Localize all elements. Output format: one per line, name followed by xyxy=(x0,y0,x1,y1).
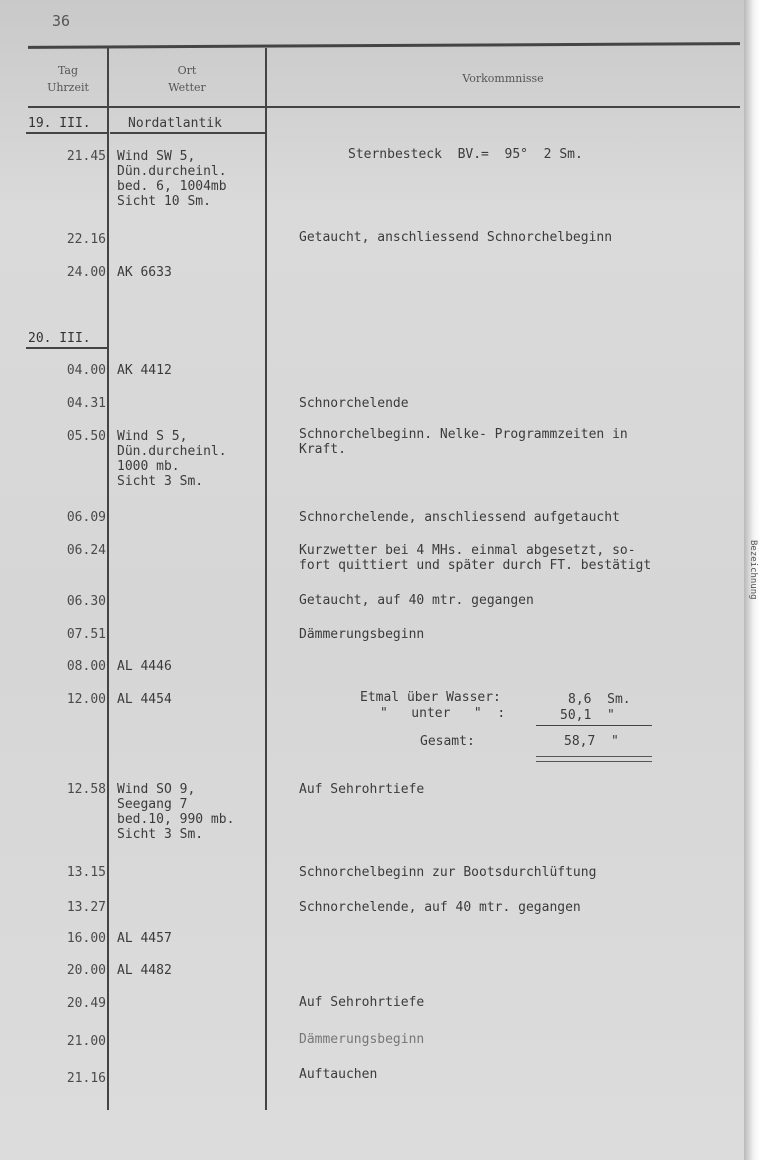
entry-event: Auf Sehrohrtiefe xyxy=(299,782,425,797)
header-rule xyxy=(28,106,740,108)
etmal-value-1: 8,6 Sm. xyxy=(568,692,631,707)
entry-time: 04.00 xyxy=(66,363,106,378)
entry-time: 12.58 xyxy=(66,782,106,797)
etmal-label-3: Gesamt: xyxy=(420,734,475,749)
etmal-label-1: Etmal über Wasser: xyxy=(360,690,501,705)
entry-time: 06.24 xyxy=(66,543,106,558)
header-tag-uhrzeit xyxy=(30,62,106,96)
entry-time: 16.00 xyxy=(66,931,106,946)
date-19-iii: 19. III. xyxy=(28,116,91,131)
entry-place: AK 4412 xyxy=(117,363,172,378)
entry-time: 22.16 xyxy=(66,232,106,247)
entry-time: 04.31 xyxy=(66,396,106,411)
entry-event: Dämmerungsbeginn xyxy=(299,627,425,642)
entry-place: Wind S 5, Dün.durcheinl. 1000 mb. Sicht 3 Sm. xyxy=(117,429,227,489)
entry-event: Kurzwetter bei 4 MHs. einmal abgesetzt, so- fort quittiert und später durch FT. bestätigt xyxy=(299,543,652,573)
page-number: 36 xyxy=(52,12,71,30)
entry-event: Schnorchelende, auf 40 mtr. gegangen xyxy=(299,900,581,915)
header-vorkommnisse: Vorkommnisse xyxy=(462,72,544,85)
entry-time: 21.00 xyxy=(66,1034,106,1049)
etmal-label-2: " unter " : xyxy=(380,706,506,721)
entry-place: AL 4482 xyxy=(117,963,172,978)
top-rule xyxy=(28,42,740,49)
entry-time: 20.00 xyxy=(66,963,106,978)
entry-time: 08.00 xyxy=(66,659,106,674)
entry-time: 07.51 xyxy=(66,627,106,642)
entry-event: Schnorchelbeginn. Nelke- Programmzeiten in Kraft. xyxy=(299,427,628,457)
etmal-sum-rule xyxy=(536,725,652,726)
entry-time: 06.09 xyxy=(66,510,106,525)
date-underline-1 xyxy=(26,132,108,134)
header-wetter: Wetter xyxy=(168,81,206,94)
entry-time: 20.49 xyxy=(66,996,106,1011)
entry-time: 05.50 xyxy=(66,429,106,444)
column-divider-2 xyxy=(265,48,267,1110)
entry-place: AK 6633 xyxy=(117,265,172,280)
entry-time: 13.27 xyxy=(66,900,106,915)
entry-place: AL 4446 xyxy=(117,659,172,674)
date-20-iii: 20. III. xyxy=(28,331,91,346)
column-divider-1 xyxy=(107,48,109,1110)
edge-text: Bezeichnung xyxy=(748,540,758,600)
entry-event: Getaucht, auf 40 mtr. gegangen xyxy=(299,593,534,608)
place-nordatlantik: Nordatlantik xyxy=(128,116,222,131)
entry-time: 06.30 xyxy=(66,594,106,609)
entry-place: AL 4457 xyxy=(117,931,172,946)
entry-place: Wind SO 9, Seegang 7 bed.10, 990 mb. Sicht 3 Sm. xyxy=(117,782,235,842)
entry-time: 24.00 xyxy=(66,265,106,280)
entry-event: Auf Sehrohrtiefe xyxy=(299,995,425,1010)
entry-place: Wind SW 5, Dün.durcheinl. bed. 6, 1004mb Sicht 10 Sm. xyxy=(117,149,227,209)
entry-time: 21.16 xyxy=(66,1071,106,1086)
etmal-double-rule xyxy=(536,756,652,762)
header-ort: Ort xyxy=(177,64,197,77)
entry-place: AL 4454 xyxy=(117,692,172,707)
entry-event: Dämmerungsbeginn xyxy=(299,1032,425,1047)
date-underline-2 xyxy=(26,347,108,349)
place-underline xyxy=(110,132,266,134)
entry-event: Schnorchelbeginn zur Bootsdurchlüftung xyxy=(299,865,597,880)
entry-time: 12.00 xyxy=(66,692,106,707)
entry-event: Getaucht, anschliessend Schnorchelbeginn xyxy=(299,230,613,245)
header-ort-wetter xyxy=(110,62,264,96)
entry-event: Schnorchelende xyxy=(299,396,409,411)
header-uhrzeit: Uhrzeit xyxy=(47,81,89,94)
entry-time: 13.15 xyxy=(66,865,106,880)
entry-event: Sternbesteck BV.= 95° 2 Sm. xyxy=(348,147,583,162)
entry-event: Schnorchelende, anschliessend aufgetaucht xyxy=(299,510,620,525)
header-tag: Tag xyxy=(57,64,79,77)
entry-event: Auftauchen xyxy=(299,1067,378,1082)
entry-time: 21.45 xyxy=(66,149,106,164)
etmal-value-3: 58,7 " xyxy=(564,734,619,749)
etmal-value-2: 50,1 " xyxy=(560,708,615,723)
